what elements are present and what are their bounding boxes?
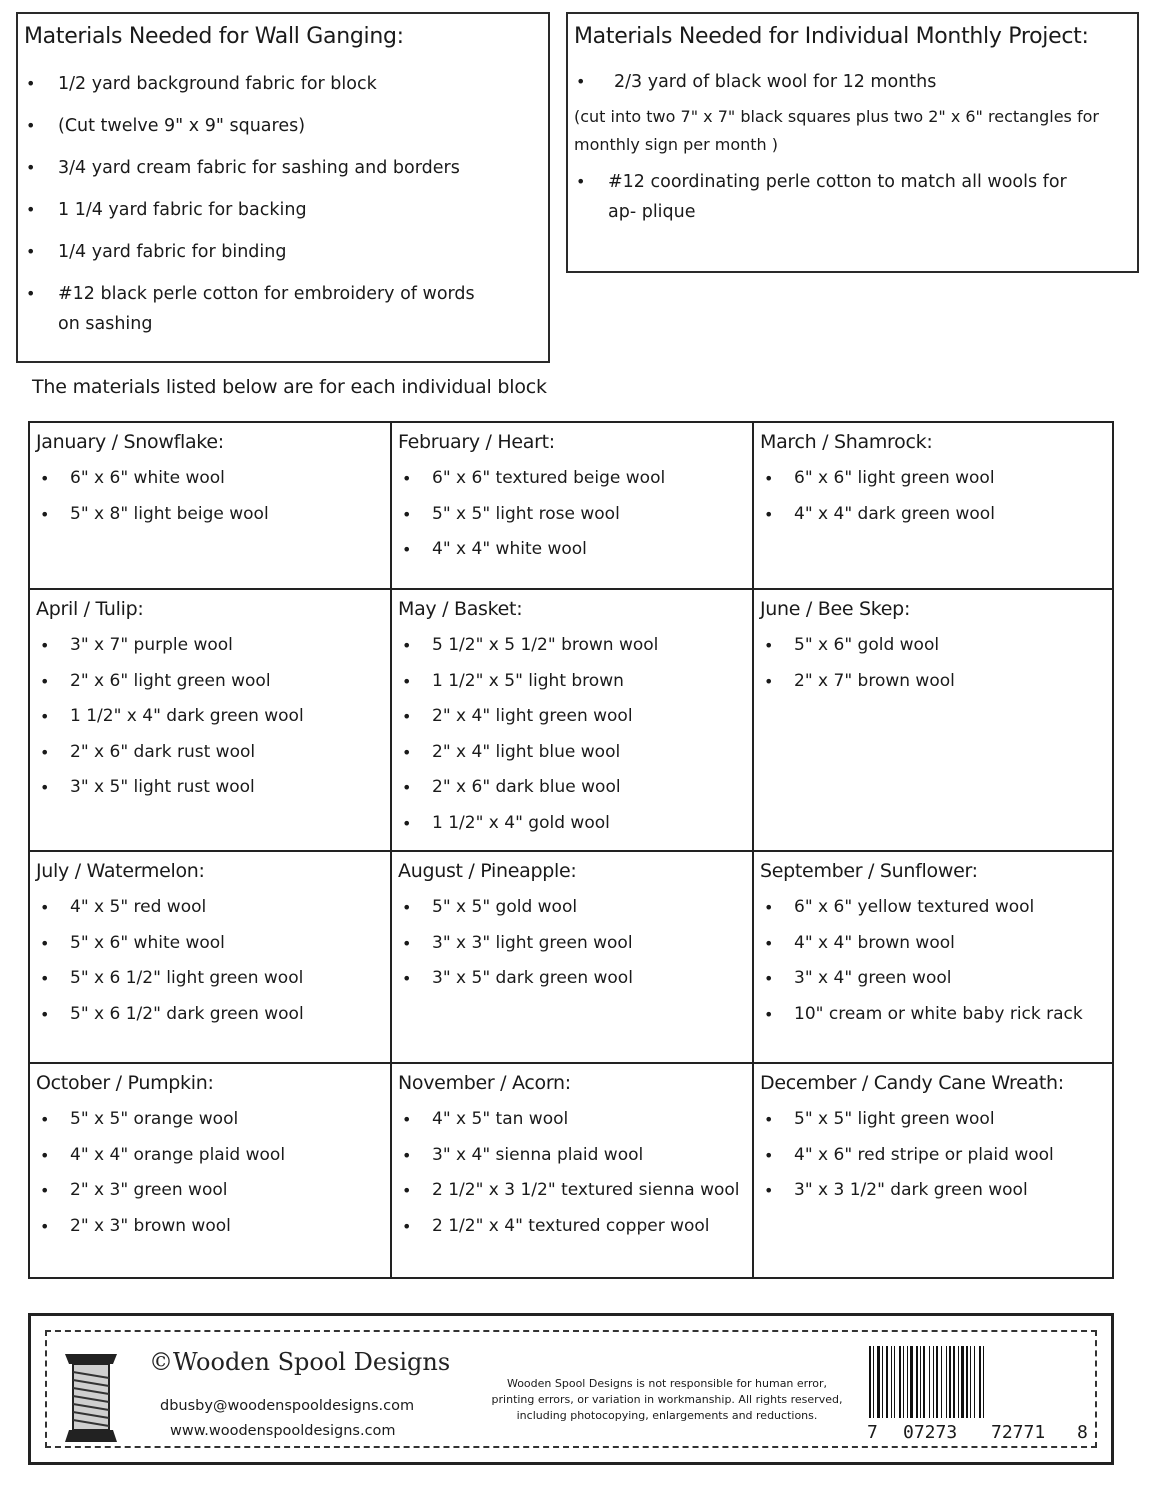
list-item: • 5" x 6" white wool bbox=[36, 926, 386, 962]
block-materials-list bbox=[36, 628, 386, 806]
wall-ganging-list bbox=[18, 69, 548, 339]
block-materials-list bbox=[760, 628, 1108, 699]
list-item: • 5 1/2" x 5 1/2" brown wool bbox=[398, 628, 748, 664]
monthly-project-box bbox=[566, 12, 1139, 273]
block-materials-list bbox=[36, 890, 386, 1032]
block-title: May / Basket: bbox=[398, 598, 523, 620]
list-item: • 4" x 4" orange plaid wool bbox=[36, 1138, 386, 1174]
block-materials-list bbox=[398, 1102, 748, 1244]
block-materials-list bbox=[398, 890, 748, 997]
list-item: • 5" x 6" gold wool bbox=[760, 628, 1108, 664]
block-title: August / Pineapple: bbox=[398, 860, 577, 882]
list-item: • 4" x 6" red stripe or plaid wool bbox=[760, 1138, 1108, 1174]
list-item: • 2" x 6" dark rust wool bbox=[36, 735, 386, 771]
list-item: • 4" x 5" red wool bbox=[36, 890, 386, 926]
list-item: • 2" x 6" dark blue wool bbox=[398, 770, 748, 806]
monthly-project-note: (cut into two 7" x 7" black squares plus two 2" x 6" rectangles for monthly sign per month ) bbox=[574, 107, 1099, 154]
list-item: • 6" x 6" light green wool bbox=[760, 461, 1108, 497]
website-link[interactable]: www.woodenspooldesigns.com bbox=[170, 1423, 396, 1439]
list-item: • 2" x 3" brown wool bbox=[36, 1209, 386, 1245]
list-item: • 5" x 5" light green wool bbox=[760, 1102, 1108, 1138]
block-materials-list bbox=[760, 890, 1108, 1032]
list-item: • 10" cream or white baby rick rack bbox=[760, 997, 1108, 1033]
upc-digit: 7 bbox=[867, 1422, 878, 1443]
block-materials-list bbox=[398, 461, 748, 568]
list-item: • 2/3 yard of black wool for 12 months bbox=[568, 67, 1137, 97]
monthly-project-list-2 bbox=[568, 167, 1137, 227]
list-item: • 3" x 5" dark green wool bbox=[398, 961, 748, 997]
block-materials-grid bbox=[28, 421, 1114, 1279]
upc-digit: 8 bbox=[1077, 1422, 1088, 1443]
block-cell bbox=[392, 1064, 754, 1277]
footer-dashed-frame bbox=[45, 1330, 1097, 1448]
wall-ganging-box bbox=[16, 12, 550, 363]
list-item: • 1/2 yard background fabric for block bbox=[18, 69, 548, 99]
list-item: • #12 coordinating perle cotton to match all wools for ap- plique bbox=[568, 167, 1078, 227]
footer bbox=[28, 1313, 1114, 1465]
monthly-project-list bbox=[568, 67, 1137, 97]
list-item: • 5" x 5" light rose wool bbox=[398, 497, 748, 533]
list-item: • 1 1/2" x 5" light brown bbox=[398, 664, 748, 700]
list-item: • 2 1/2" x 4" textured copper wool bbox=[398, 1209, 748, 1245]
block-title: December / Candy Cane Wreath: bbox=[760, 1072, 1064, 1094]
list-item: • 4" x 5" tan wool bbox=[398, 1102, 748, 1138]
block-title: October / Pumpkin: bbox=[36, 1072, 214, 1094]
monthly-project-title: Materials Needed for Individual Monthly Project: bbox=[574, 24, 1089, 49]
upc-digit: 72771 bbox=[991, 1422, 1046, 1443]
block-cell bbox=[30, 423, 392, 590]
block-title: July / Watermelon: bbox=[36, 860, 205, 882]
list-item: • 3" x 4" green wool bbox=[760, 961, 1108, 997]
block-title: September / Sunflower: bbox=[760, 860, 978, 882]
email-link[interactable]: dbusby@woodenspooldesigns.com bbox=[160, 1398, 415, 1414]
disclaimer-text: Wooden Spool Designs is not responsible for human error, printing errors, or variation in workmanship. All rights reserved, including photocopying, enlargements and reductions. bbox=[491, 1377, 843, 1422]
block-materials-list bbox=[398, 628, 748, 841]
block-title: June / Bee Skep: bbox=[760, 598, 911, 620]
list-item: • 6" x 6" white wool bbox=[36, 461, 386, 497]
block-title: March / Shamrock: bbox=[760, 431, 933, 453]
list-item: • 1 1/2" x 4" dark green wool bbox=[36, 699, 386, 735]
list-item: • 4" x 4" brown wool bbox=[760, 926, 1108, 962]
block-cell bbox=[30, 852, 392, 1064]
block-title: November / Acorn: bbox=[398, 1072, 571, 1094]
list-item: • 2" x 4" light green wool bbox=[398, 699, 748, 735]
list-item: • 5" x 5" gold wool bbox=[398, 890, 748, 926]
block-cell bbox=[392, 852, 754, 1064]
list-item: • 2 1/2" x 3 1/2" textured sienna wool bbox=[398, 1173, 748, 1209]
list-item: • #12 black perle cotton for embroidery of words on sashing bbox=[18, 279, 488, 339]
list-item: • 4" x 4" dark green wool bbox=[760, 497, 1108, 533]
list-item: • 2" x 6" light green wool bbox=[36, 664, 386, 700]
list-item: • 3" x 3" light green wool bbox=[398, 926, 748, 962]
block-cell bbox=[754, 852, 1112, 1064]
list-item: • 3" x 4" sienna plaid wool bbox=[398, 1138, 748, 1174]
upc-number bbox=[867, 1422, 1093, 1442]
list-item: • 2" x 4" light blue wool bbox=[398, 735, 748, 771]
list-item: • 4" x 4" white wool bbox=[398, 532, 748, 568]
list-item: • 5" x 6 1/2" dark green wool bbox=[36, 997, 386, 1033]
block-materials-list bbox=[760, 1102, 1108, 1209]
block-cell bbox=[30, 1064, 392, 1277]
block-cell bbox=[754, 1064, 1112, 1277]
brand-name: ©Wooden Spool Designs bbox=[149, 1348, 451, 1376]
intro-text: The materials listed below are for each individual block bbox=[32, 376, 547, 398]
block-cell bbox=[392, 590, 754, 852]
list-item: • 3/4 yard cream fabric for sashing and borders bbox=[18, 153, 548, 183]
wall-ganging-title: Materials Needed for Wall Ganging: bbox=[24, 24, 404, 49]
list-item: • 1 1/2" x 4" gold wool bbox=[398, 806, 748, 842]
upc-digit: 07273 bbox=[903, 1422, 958, 1443]
list-item: • 6" x 6" textured beige wool bbox=[398, 461, 748, 497]
block-title: April / Tulip: bbox=[36, 598, 144, 620]
list-item: • 2" x 3" green wool bbox=[36, 1173, 386, 1209]
block-materials-list bbox=[760, 461, 1108, 532]
list-item: • 1/4 yard fabric for binding bbox=[18, 237, 548, 267]
list-item: • 3" x 3 1/2" dark green wool bbox=[760, 1173, 1108, 1209]
spool-logo-icon bbox=[59, 1350, 123, 1450]
block-cell bbox=[392, 423, 754, 590]
block-cell bbox=[754, 423, 1112, 590]
block-title: January / Snowflake: bbox=[36, 431, 224, 453]
list-item: • 6" x 6" yellow textured wool bbox=[760, 890, 1108, 926]
list-item: • 5" x 5" orange wool bbox=[36, 1102, 386, 1138]
barcode-icon bbox=[867, 1346, 1087, 1418]
list-item: • 1 1/4 yard fabric for backing bbox=[18, 195, 548, 225]
list-item: • 5" x 6 1/2" light green wool bbox=[36, 961, 386, 997]
list-item: • (Cut twelve 9" x 9" squares) bbox=[18, 111, 548, 141]
block-materials-list bbox=[36, 1102, 386, 1244]
list-item: • 2" x 7" brown wool bbox=[760, 664, 1108, 700]
list-item: • 3" x 5" light rust wool bbox=[36, 770, 386, 806]
block-materials-list bbox=[36, 461, 386, 532]
block-cell bbox=[754, 590, 1112, 852]
block-cell bbox=[30, 590, 392, 852]
block-title: February / Heart: bbox=[398, 431, 555, 453]
list-item: • 3" x 7" purple wool bbox=[36, 628, 386, 664]
list-item: • 5" x 8" light beige wool bbox=[36, 497, 386, 533]
